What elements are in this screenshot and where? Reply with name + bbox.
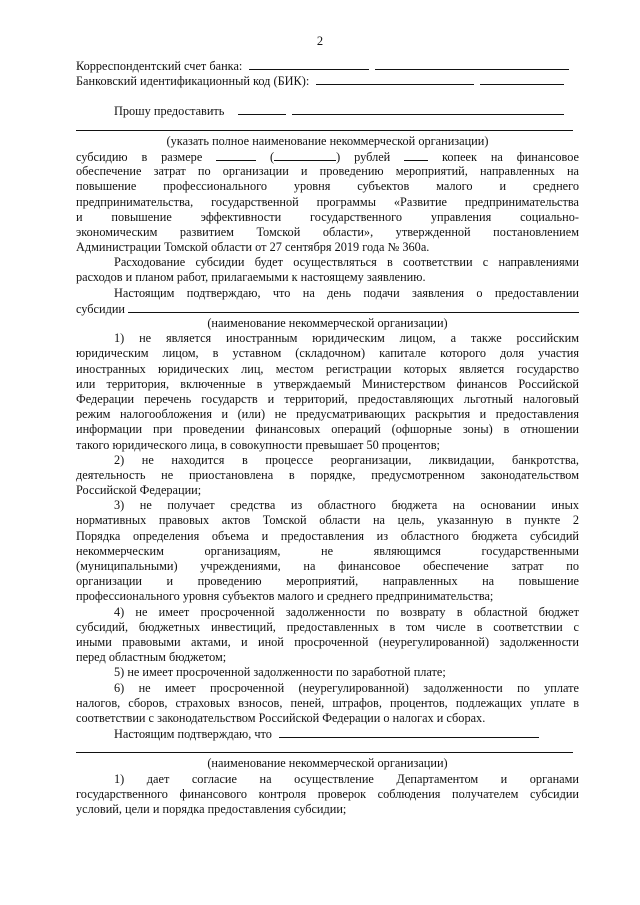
- org-caption: (наименование некоммерческой организации): [207, 316, 448, 330]
- item-line: некоммерческим организациям, не являющимся государственными: [76, 543, 579, 558]
- kopecks-field[interactable]: [404, 149, 428, 161]
- item-line: Российской Федерации;: [76, 483, 202, 498]
- bik-field-2[interactable]: [480, 73, 564, 85]
- bik-line: [76, 73, 579, 88]
- item-line: иностранных юридических лиц, местом регистрации которых является государство: [76, 361, 579, 376]
- confirm2-org-field-2[interactable]: [76, 741, 573, 753]
- org-name-line: [76, 119, 579, 134]
- item-line: налогов, сборов, страховых взносов, пеней, штрафов, процентов, подлежащих уплате в: [76, 695, 579, 710]
- subsidy-amount-line: субсидию в размере ( ) рублей копеек на финансовое: [76, 149, 579, 164]
- corr-account-field-2[interactable]: [375, 58, 569, 70]
- confirm2-line: Настоящим подтверждаю, что: [76, 726, 579, 741]
- item-line: перед областным бюджетом;: [76, 650, 227, 665]
- item-line: профессионального уровня субъектов малого и среднего предпринимательства;: [76, 589, 494, 604]
- item-line: (муниципальными) учреждениями, на финансовое обеспечение затрат по: [76, 559, 579, 573]
- item-line: иными правовыми актами, и иной просроченной (неурегулированной) задолженности: [76, 634, 579, 649]
- paragraph-line: обеспечение затрат по организации и проведению мероприятий, направленных на: [76, 164, 579, 179]
- item-line: режим налогообложения и (или) не предусматривающих раскрытия и предоставления: [76, 407, 579, 422]
- amount-words-field[interactable]: [274, 149, 336, 161]
- corr-account-label: Корреспондентский счет банка:: [76, 59, 243, 73]
- paragraph-line: экономическим развитием Томской области», утвержденной постановлением: [76, 224, 579, 239]
- paragraph-line: и повышение эффективности государственного управления социально-: [76, 209, 579, 224]
- org-name-field-1[interactable]: [238, 103, 286, 115]
- item-line: соответствии с законодательством Российской Федерации о налогах и сборах.: [76, 710, 486, 725]
- org-name-caption: (указать полное наименование некоммерческой организации): [166, 133, 489, 148]
- page-number: 2: [316, 34, 324, 48]
- item-line: 1) не является иностранным юридическим лицом, а также российским: [114, 331, 579, 346]
- paragraph-line: Расходование субсидии будет осуществляться в соответствии с направлениями: [114, 255, 579, 270]
- amount-field[interactable]: [216, 149, 256, 161]
- org-caption: (наименование некоммерческой организации): [207, 756, 448, 771]
- request-label: Прошу предоставить: [114, 104, 225, 119]
- document-body: [76, 58, 579, 817]
- org-name-field-3[interactable]: [76, 119, 573, 131]
- item-line: деятельность не приостановлена в порядке, предусмотренном законодательством: [76, 467, 579, 482]
- bik-label: Банковский идентификационный код (БИК):: [76, 74, 310, 89]
- item-line: организации и проведению мероприятий, направленных на повышение: [76, 574, 579, 589]
- confirm2-org-line: [76, 741, 579, 756]
- item-line: условий, цели и порядка предоставления субсидии;: [76, 802, 347, 816]
- confirm-line: Настоящим подтверждаю, что на день подачи заявления о предоставлении: [114, 285, 579, 300]
- corr-account-field-1[interactable]: [249, 58, 369, 70]
- item-line: Федерации перечень государств и территорий, предоставляющих льготный налоговый: [76, 391, 579, 406]
- bik-field-1[interactable]: [316, 73, 474, 85]
- item-line: 5) не имеет просроченной задолженности по заработной плате;: [114, 665, 446, 680]
- item-line: 3) не получает средства из областного бюджета на основании иных: [114, 498, 579, 513]
- item-line: 6) не имеет просроченной (неурегулированной) задолженности по уплате: [114, 680, 579, 695]
- org-name-field-2[interactable]: [292, 103, 564, 115]
- item-line: государственного финансового контроля проверок соблюдения получателем субсидии: [76, 786, 579, 801]
- confirm2-org-field-1[interactable]: [279, 726, 539, 738]
- item-line: субсидий, бюджетных инвестиций, предоставленных в том числе в соответствии с: [76, 619, 579, 634]
- confirm-org-field[interactable]: [128, 301, 579, 313]
- paragraph-line: предпринимательства, государственной программы «Развитие предпринимательства: [76, 194, 579, 209]
- item-line: Порядка определения объема и предоставления из областного бюджета субсидий: [76, 528, 579, 543]
- corr-account-line: [76, 58, 579, 73]
- paragraph-line: повышение профессионального уровня субъектов малого и среднего: [76, 179, 579, 194]
- item-line: 4) не имеет просроченной задолженности по возврату в областной бюджет: [114, 604, 579, 619]
- item-line: 2) не находится в процессе реорганизации, ликвидации, банкротства,: [114, 452, 579, 467]
- item-line: или территория, включенные в утверждаемый Министерством финансов Российской: [76, 376, 579, 391]
- item-line: юридическим лицом, в уставном (складочном) капитале которого доля участия: [76, 346, 579, 361]
- item-line: информации при проведении финансовых операций (офшорные зоны) в отношении: [76, 422, 579, 437]
- request-line: [76, 103, 579, 118]
- paragraph-line: расходов и планом работ, прилагаемыми к настоящему заявлению.: [76, 270, 426, 285]
- item-line: нормативных правовых актов Томской области на цель, указанную в пункте 2: [76, 513, 579, 528]
- item-line: такого юридического лица, в совокупности превышает 50 процентов;: [76, 437, 440, 452]
- paragraph-line: Администрации Томской области от 27 сентября 2019 года № 360а.: [76, 240, 430, 255]
- confirm-org-line: субсидии: [76, 301, 579, 316]
- item-line: 1) дает согласие на осуществление Департаментом и органами: [114, 771, 579, 786]
